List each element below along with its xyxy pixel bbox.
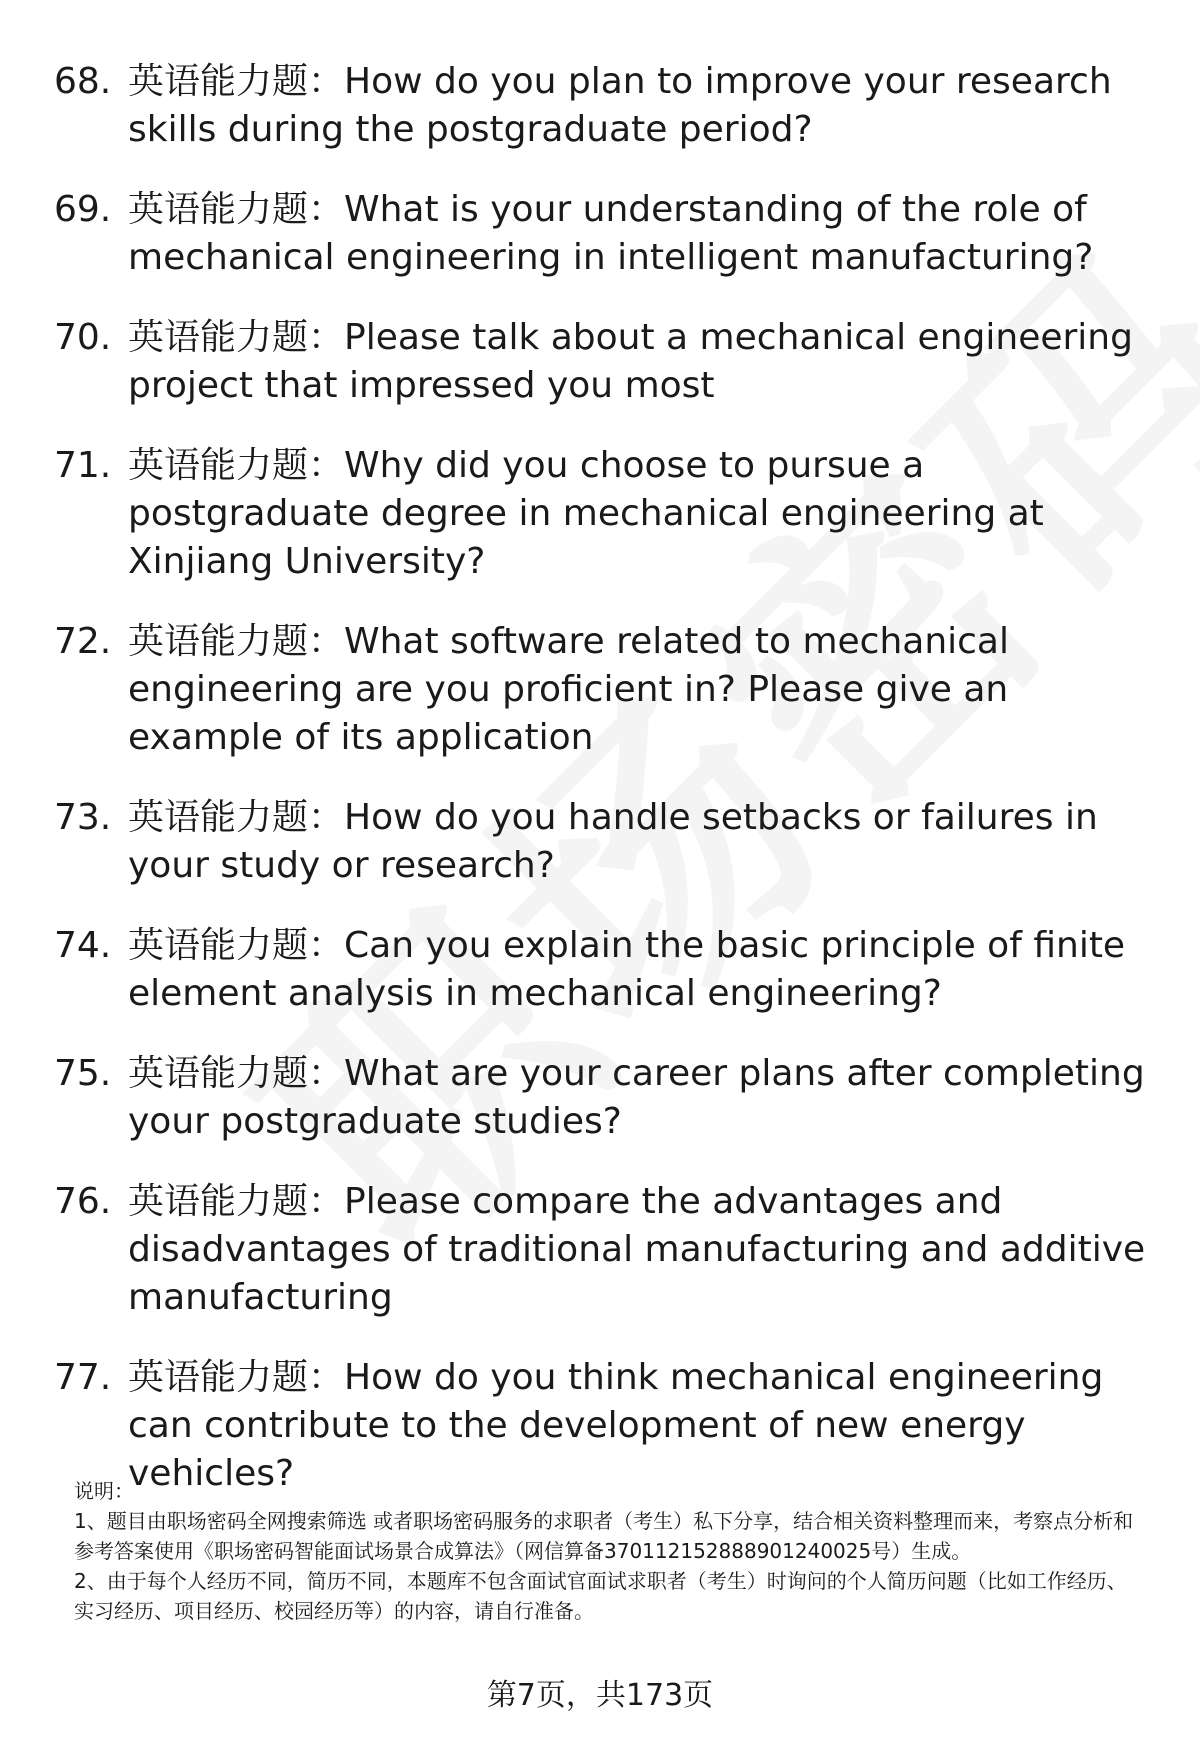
- notes-item-2: 2、由于每个人经历不同，简历不同，本题库不包含面试官面试求职者（考生）时询问的个人简历问题（比如工作经历、实习经历、项目经历、校园经历等）的内容，请自行准备。: [74, 1569, 1127, 1623]
- question-number: 69.: [54, 189, 112, 230]
- question-text: 英语能力题：What software related to mechanical engineering are you proficient in? Please give an example of its application: [128, 621, 1009, 758]
- question-text: 英语能力题：How do you handle setbacks or failures in your study or research?: [128, 797, 1098, 886]
- question-text: 英语能力题：What are your career plans after completing your postgraduate studies?: [128, 1053, 1145, 1142]
- question-item: [54, 1178, 1164, 1322]
- question-text: 英语能力题：How do you think mechanical engineering can contribute to the development of new energy vehicles?: [128, 1357, 1104, 1494]
- question-number: 68.: [54, 61, 112, 102]
- question-number: 70.: [54, 317, 112, 358]
- page-number: 第7页，共173页: [486, 1678, 714, 1713]
- question-number: 75.: [54, 1053, 112, 1094]
- question-item: [54, 794, 1164, 890]
- question-text: 英语能力题：Please compare the advantages and disadvantages of traditional manufacturing and additive manufacturing: [128, 1181, 1146, 1318]
- question-number: 77.: [54, 1357, 112, 1398]
- question-item: [54, 314, 1164, 410]
- question-number: 76.: [54, 1181, 112, 1222]
- notes-item-1: 1、题目由职场密码全网搜索筛选 或者职场密码服务的求职者（考生）私下分享，结合相关资料整理而来，考察点分析和参考答案使用《职场密码智能面试场景合成算法》（网信算备370112152888901240025号）生成。: [74, 1509, 1134, 1563]
- question-text: 英语能力题：How do you plan to improve your research skills during the postgraduate period?: [128, 61, 1112, 150]
- question-item: [54, 442, 1164, 586]
- question-number: 71.: [54, 445, 112, 486]
- question-text: 英语能力题：Why did you choose to pursue a postgraduate degree in mechanical engineering at Xinjiang University?: [128, 445, 1044, 582]
- question-list: [54, 58, 1164, 1530]
- question-item: [54, 186, 1164, 282]
- question-text: 英语能力题：Please talk about a mechanical engineering project that impressed you most: [128, 317, 1133, 406]
- question-number: 72.: [54, 621, 112, 662]
- question-number: 74.: [54, 925, 112, 966]
- question-text: 英语能力题：Can you explain the basic principle of finite element analysis in mechanical engineering?: [128, 925, 1126, 1014]
- question-number: 73.: [54, 797, 112, 838]
- notes-title: 说明：: [74, 1479, 134, 1503]
- question-item: [54, 58, 1164, 154]
- notes-section: [74, 1476, 1134, 1626]
- question-item: [54, 1050, 1164, 1146]
- question-item: [54, 922, 1164, 1018]
- question-text: 英语能力题：What is your understanding of the role of mechanical engineering in intelligent manufacturing?: [128, 189, 1094, 278]
- question-item: [54, 618, 1164, 762]
